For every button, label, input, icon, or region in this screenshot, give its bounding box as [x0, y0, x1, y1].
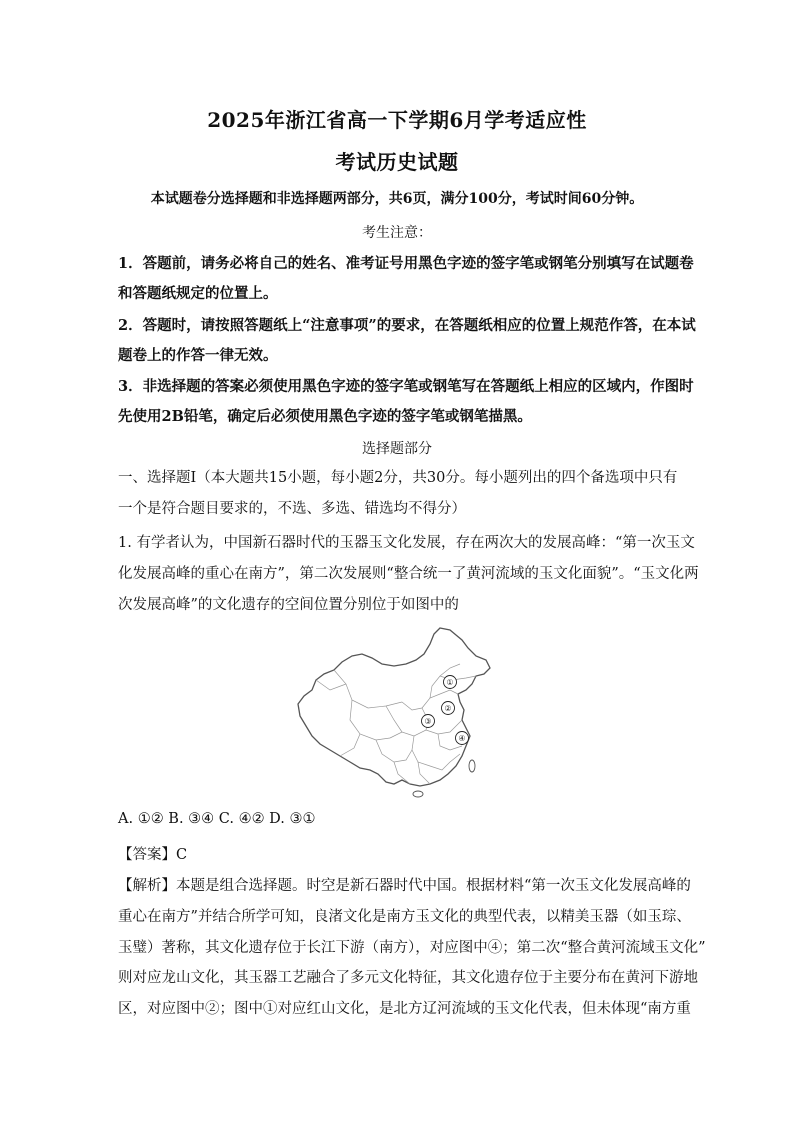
notice-line: 1．答题前，请务必将自己的姓名、准考证号用黑色字迹的签字笔或钢笔分别填写在试题卷 — [118, 255, 694, 272]
notice-line: 和答题纸规定的位置上。 — [118, 285, 278, 302]
answer-options: A. ①② B. ③④ C. ④② D. ③① — [118, 811, 316, 827]
analysis-line: 玉璧）著称，其文化遗存位于长江下游（南方），对应图中④；第二次“整合黄河流域玉文化” — [118, 940, 706, 956]
china-map-outline — [290, 624, 500, 799]
svg-text:③: ③ — [424, 717, 432, 726]
answer-label: 【答案】 — [118, 847, 176, 863]
analysis-line: 重心在南方”并结合所学可知，良渚文化是南方玉文化的典型代表，以精美玉器（如玉琮、 — [118, 909, 691, 925]
section-intro-line: 一个是符合题目要求的，不选、多选、错选均不得分） — [118, 501, 466, 517]
svg-text:①: ① — [446, 678, 454, 687]
analysis-line: 区，对应图中②；图中①对应红山文化，是北方辽河流域的玉文化代表，但未体现“南方重 — [118, 1001, 691, 1017]
notice-line: 题卷上的作答一律无效。 — [118, 347, 278, 364]
svg-text:④: ④ — [458, 734, 466, 743]
analysis-line — [118, 874, 691, 895]
answer-line — [118, 843, 688, 864]
notice-line: 3．非选择题的答案必须使用黑色字迹的签字笔或钢笔写在答题纸上相应的区域内，作图时 — [118, 378, 694, 395]
exam-info: 本试题卷分选择题和非选择题两部分，共6页，满分100分，考试时间60分钟。 — [150, 191, 644, 207]
notice-heading: 考生注意： — [362, 225, 432, 241]
answer-value: C — [176, 847, 188, 863]
question-stem-line: 化发展高峰的重心在南方”，第二次发展则“整合统一了黄河流域的玉文化面貌”。“玉文化两 — [118, 566, 699, 582]
question-stem-line: 1. 有学者认为，中国新石器时代的玉器玉文化发展，存在两次大的发展高峰：“第一次玉文 — [118, 535, 695, 551]
section-intro-line: 一、选择题Ⅰ（本大题共15小题，每小题2分，共30分。每小题列出的四个备选项中只有 — [118, 470, 678, 486]
analysis-text: 本题是组合选择题。时空是新石器时代中国。根据材料“第一次玉文化发展高峰的 — [176, 878, 691, 894]
document-title-line1: 2025年浙江省高一下学期6月学考适应性 — [207, 108, 587, 132]
notice-line: 先使用2B铅笔，确定后必须使用黑色字迹的签字笔或钢笔描黑。 — [118, 408, 532, 425]
analysis-line: 则对应龙山文化，其玉器工艺融合了多元文化特征，其文化遗存位于主要分布在黄河下游地 — [118, 970, 698, 986]
map-marker — [456, 732, 469, 745]
map-marker — [422, 715, 435, 728]
map-marker — [442, 702, 455, 715]
document-title-line2: 考试历史试题 — [335, 150, 459, 174]
section-heading: 选择题部分 — [362, 441, 432, 457]
map-marker — [444, 676, 457, 689]
notice-line: 2．答题时，请按照答题纸上“注意事项”的要求，在答题纸相应的位置上规范作答，在本试 — [118, 317, 696, 334]
question-stem-line: 次发展高峰”的文化遗存的空间位置分别位于如图中的 — [118, 597, 459, 613]
analysis-label: 【解析】 — [118, 878, 176, 894]
svg-text:②: ② — [444, 704, 452, 713]
china-map-figure — [290, 624, 500, 799]
